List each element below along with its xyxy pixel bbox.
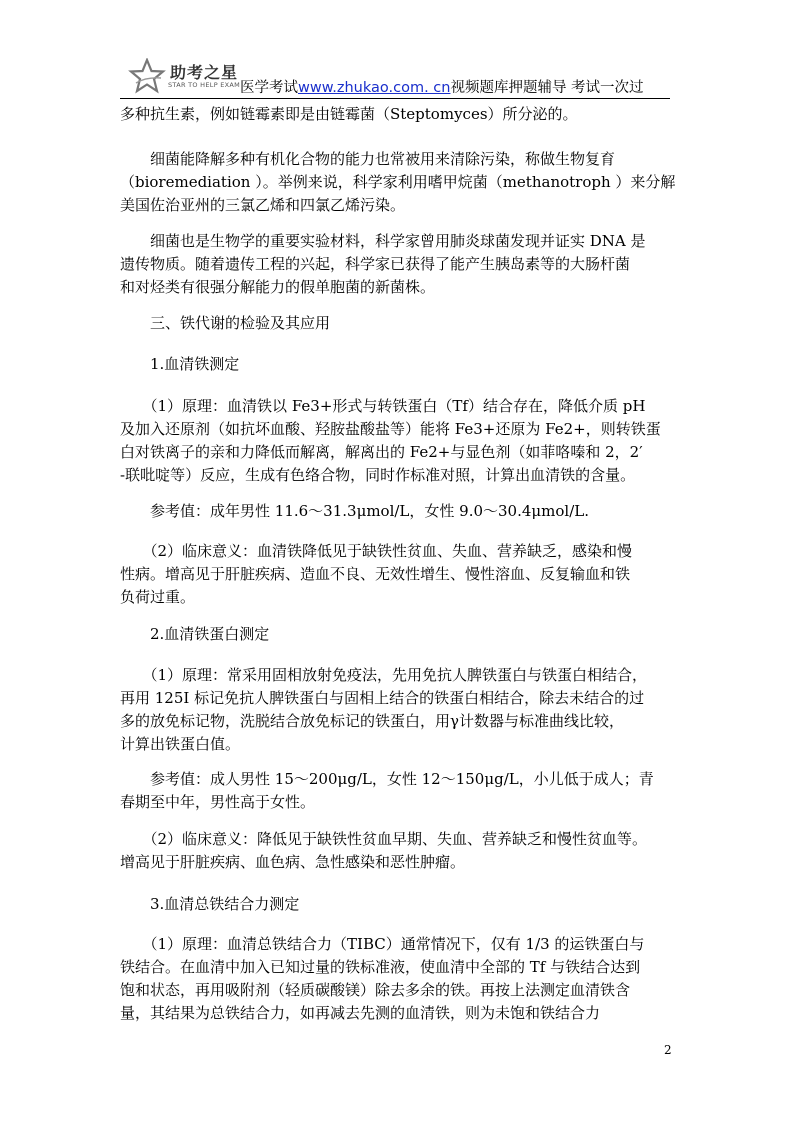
text-line: 负荷过重。 <box>120 588 196 606</box>
paragraph-bioremediation <box>120 148 675 217</box>
paragraph-antibiotics <box>120 103 675 126</box>
text-line: 铁结合。在血清中加入已知过量的铁标准液，使血清中全部的 Tf 与铁结合达到 <box>120 958 641 976</box>
text-line: 三、铁代谢的检验及其应用 <box>120 314 331 332</box>
logo <box>128 56 248 96</box>
text-line: 计算出铁蛋白值。 <box>120 735 241 753</box>
text-line: 春期至中年，男性高于女性。 <box>120 793 316 811</box>
page-number: 2 <box>664 1043 672 1057</box>
text-line: （2）临床意义：降低见于缺铁性贫血早期、失血、营养缺乏和慢性贫血等。 <box>120 830 648 848</box>
text-line: 饱和状态，再用吸附剂（轻质碳酸镁）除去多余的铁。再按上法测定血清铁含 <box>120 981 631 999</box>
header-url-link[interactable]: www.zhukao.com. cn <box>298 80 451 96</box>
text-line: （2）临床意义：血清铁降低见于缺铁性贫血、失血、营养缺乏，感染和慢 <box>120 542 633 560</box>
text-line: 量，其结果为总铁结合力，如再减去先测的血清铁，则为未饱和铁结合力 <box>120 1004 601 1022</box>
paragraph-bacteria-research <box>120 230 675 299</box>
text-line: 和对烃类有很强分解能力的假单胞菌的新菌株。 <box>120 278 436 296</box>
text-line: （bioremediation ）。举例来说，科学家利用嗜甲烷菌（methanotroph ）来分解 <box>120 173 676 191</box>
text-line: 白对铁离子的亲和力降低而解离，解离出的 Fe2+与显色剂（如菲咯嗪和 2，2′ <box>120 443 643 461</box>
text-line: 及加入还原剂（如抗坏血酸、羟胺盐酸盐等）能将 Fe3+还原为 Fe2+，则转铁蛋 <box>120 420 661 438</box>
text-line: 多种抗生素，例如链霉素即是由链霉菌（Steptomyces）所分泌的。 <box>120 105 578 123</box>
text-line: 美国佐治亚州的三氯乙烯和四氯乙烯污染。 <box>120 196 406 214</box>
text-line: 细菌能降解多种有机化合物的能力也常被用来清除污染，称做生物复育 <box>120 150 616 168</box>
header-divider <box>120 98 670 99</box>
text-line: （1）原理：血清总铁结合力（TIBC）通常情况下，仅有 1/3 的运铁蛋白与 <box>120 935 645 953</box>
text-line: 性病。增高见于肝脏疾病、造血不良、无效性增生、慢性溶血、反复输血和铁 <box>120 565 631 583</box>
paragraph-serum-iron-principle <box>120 395 675 487</box>
text-line: -联吡啶等）反应，生成有色络合物，同时作标准对照，计算出血清铁的含量。 <box>120 466 636 484</box>
subsection-heading <box>120 353 675 376</box>
header-prefix: 医学考试 <box>240 80 298 96</box>
paragraph-serum-iron-reference <box>120 500 675 523</box>
subsection-heading <box>120 893 675 916</box>
section-heading <box>120 312 675 335</box>
logo-tagline: STAR TO HELP EXAM <box>168 81 241 89</box>
page-header <box>120 56 670 100</box>
text-line: 参考值：成年男性 11.6～31.3μmol/L，女性 9.0～30.4μmol/L. <box>120 502 589 520</box>
text-line: （1）原理：常采用固相放射免疫法，先用免抗人脾铁蛋白与铁蛋白相结合， <box>120 666 648 684</box>
paragraph-ferritin-clinical <box>120 828 675 874</box>
text-line: 参考值：成人男性 15～200μg/L，女性 12～150μg/L，小儿低于成人；青 <box>120 770 654 788</box>
text-line: 1.血清铁测定 <box>120 355 240 373</box>
paragraph-serum-iron-clinical <box>120 540 675 609</box>
paragraph-tibc-principle <box>120 933 675 1025</box>
header-text <box>240 76 644 97</box>
header-suffix: 视频题库押题辅导 考试一次过 <box>450 80 644 96</box>
text-line: 3.血清总铁结合力测定 <box>120 895 300 913</box>
paragraph-ferritin-reference <box>120 768 675 814</box>
star-logo-icon <box>128 58 166 94</box>
subsection-heading <box>120 623 675 646</box>
text-line: 多的放免标记物，洗脱结合放免标记的铁蛋白，用γ计数器与标准曲线比较， <box>120 712 624 730</box>
text-line: 增高见于肝脏疾病、血色病、急性感染和恶性肿瘤。 <box>120 853 466 871</box>
text-line: 细菌也是生物学的重要实验材料，科学家曾用肺炎球菌发现并证实 DNA 是 <box>120 232 646 250</box>
text-line: （1）原理：血清铁以 Fe3+形式与转铁蛋白（Tf）结合存在，降低介质 pH <box>120 397 646 415</box>
text-line: 遗传物质。随着遗传工程的兴起，科学家已获得了能产生胰岛素等的大肠杆菌 <box>120 255 631 273</box>
text-line: 再用 125I 标记免抗人脾铁蛋白与固相上结合的铁蛋白相结合，除去未结合的过 <box>120 689 645 707</box>
paragraph-ferritin-principle <box>120 664 675 756</box>
logo-name: 助考之星 <box>170 63 239 82</box>
text-line: 2.血清铁蛋白测定 <box>120 625 270 643</box>
